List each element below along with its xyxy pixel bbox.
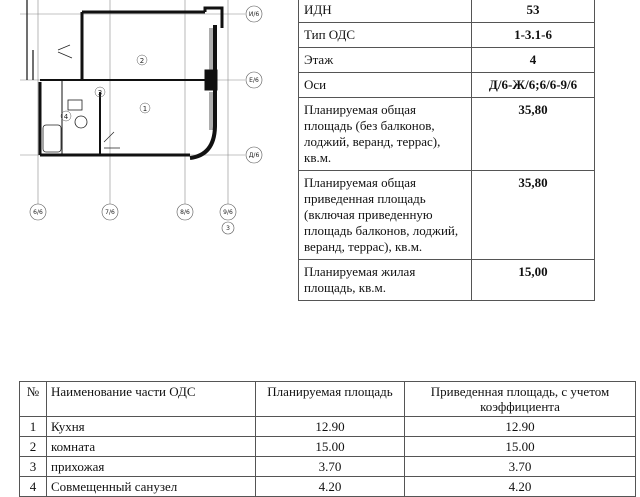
info-label: Планируемая общая приведенная площадь (включая приведенную площадь балконов, лоджий, веранд, террас), кв.м. [299,171,472,260]
axis-label: 6/6 [33,209,43,216]
col-reduced-area-header: Приведенная площадь, с учетом коэффициента [405,382,636,417]
room-number: 1 [142,105,148,113]
col-area-header: Планируемая площадь [256,382,405,417]
axis-label: Д/6 [248,152,260,159]
col-name-header: Наименование части ОДС [47,382,256,417]
info-value: 35,80 [472,171,595,260]
axis-label: 3 [226,225,230,232]
room-reduced-area-cell: 3.70 [405,457,636,477]
info-label: Планируемая общая площадь (без балконов, лоджий, веранд, террас), кв.м. [299,98,472,171]
info-label: Тип ОДС [299,23,472,48]
col-number-header: № [20,382,47,417]
room-reduced-area-cell: 4.20 [405,477,636,497]
info-label: Оси [299,73,472,98]
axis-label: 7/6 [105,209,115,216]
info-label: Планируемая жилая площадь, кв.м. [299,260,472,301]
room-area-cell: 3.70 [256,457,405,477]
room-name-cell: комната [47,437,256,457]
info-value: 53 [472,0,595,23]
table-row [20,417,636,437]
info-value: 4 [472,48,595,73]
axis-label: Е/6 [249,77,259,84]
room-area-cell: 15.00 [256,437,405,457]
room-name-cell: Кухня [47,417,256,437]
info-value: 15,00 [472,260,595,301]
axis-label: 8/6 [180,209,190,216]
info-row [299,171,595,260]
info-label: ИДН [299,0,472,23]
room-number-cell: 4 [20,477,47,497]
info-row [299,73,595,98]
info-row [299,23,595,48]
room-name-cell: прихожая [47,457,256,477]
rooms-table-header [20,382,636,417]
info-value: 35,80 [472,98,595,171]
axis-label: И/6 [248,11,260,18]
info-row [299,48,595,73]
info-value: Д/6-Ж/6;6/6-9/6 [472,73,595,98]
room-name-cell: Совмещенный санузел [47,477,256,497]
room-number-cell: 3 [20,457,47,477]
room-number: 4 [63,113,69,121]
room-number-cell: 2 [20,437,47,457]
room-reduced-area-cell: 12.90 [405,417,636,437]
floor-plan [0,0,270,240]
info-row [299,0,595,23]
room-number: 3 [97,89,103,97]
apartment-info-table [298,0,595,301]
room-area-cell: 4.20 [256,477,405,497]
room-number: 2 [139,57,145,65]
table-row [20,437,636,457]
table-row [20,457,636,477]
info-row [299,98,595,171]
room-reduced-area-cell: 15.00 [405,437,636,457]
room-area-cell: 12.90 [256,417,405,437]
room-number-cell: 1 [20,417,47,437]
info-value: 1-3.1-6 [472,23,595,48]
info-row [299,260,595,301]
axis-label: 9/6 [223,209,233,216]
info-label: Этаж [299,48,472,73]
